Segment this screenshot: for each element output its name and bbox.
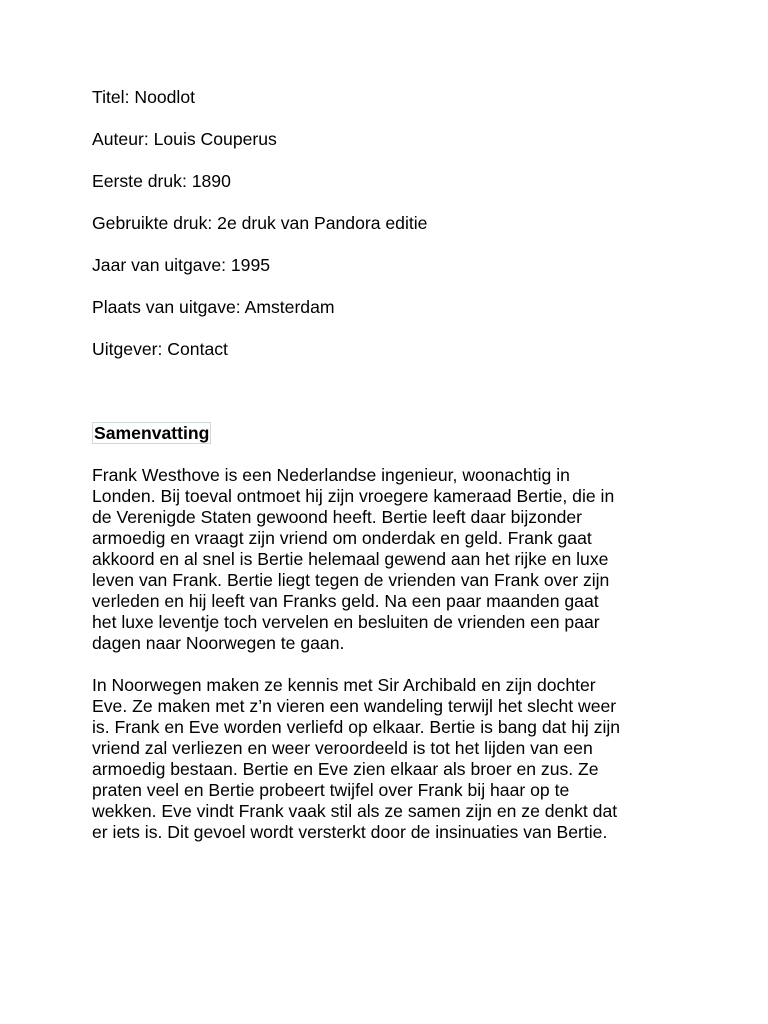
- paragraph-line: er iets is. Dit gevoel wordt versterkt door de insinuaties van Bertie.: [92, 822, 608, 842]
- section-heading: Samenvatting: [94, 423, 210, 443]
- paragraph-line: Eve. Ze maken met z’n vieren een wandeling terwijl het slecht weer: [92, 696, 617, 716]
- meta-publication-year: Jaar van uitgave: 1995: [92, 255, 271, 275]
- paragraph-line: armoedig en vraagt zijn vriend om onderdak en geld. Frank gaat: [92, 528, 592, 548]
- meta-author: Auteur: Louis Couperus: [92, 129, 277, 149]
- paragraph-line: In Noorwegen maken ze kennis met Sir Archibald en zijn dochter: [92, 675, 596, 695]
- meta-title: Titel: Noodlot: [92, 87, 196, 107]
- paragraph-line: Londen. Bij toeval ontmoet hij zijn vroegere kameraad Bertie, die in: [92, 486, 615, 506]
- paragraph-line: het luxe leventje toch vervelen en besluiten de vrienden een paar: [92, 612, 600, 632]
- paragraph-line: verleden en hij leeft van Franks geld. Na een paar maanden gaat: [92, 591, 599, 611]
- paragraph-line: is. Frank en Eve worden verliefd op elkaar. Bertie is bang dat hij zijn: [92, 717, 621, 737]
- paragraph-line: armoedig bestaan. Bertie en Eve zien elkaar als broer en zus. Ze: [92, 759, 599, 779]
- paragraph-line: akkoord en al snel is Bertie helemaal gewend aan het rijke en luxe: [92, 549, 609, 569]
- paragraph-line: dagen naar Noorwegen te gaan.: [92, 633, 345, 653]
- paragraph-line: vriend zal verliezen en weer veroordeeld is tot het lijden van een: [92, 738, 593, 758]
- paragraph-line: praten veel en Bertie probeert twijfel over Frank bij haar op te: [92, 780, 570, 800]
- meta-publication-place: Plaats van uitgave: Amsterdam: [92, 297, 335, 317]
- summary-paragraph-1: [92, 465, 692, 654]
- meta-publisher: Uitgever: Contact: [92, 339, 228, 359]
- paragraph-line: leven van Frank. Bertie liegt tegen de vrienden van Frank over zijn: [92, 570, 610, 590]
- meta-first-edition: Eerste druk: 1890: [92, 171, 231, 191]
- paragraph-line: wekken. Eve vindt Frank vaak stil als ze samen zijn en ze denkt dat: [92, 801, 618, 821]
- meta-used-edition: Gebruikte druk: 2e druk van Pandora editie: [92, 213, 428, 233]
- paragraph-line: Frank Westhove is een Nederlandse ingenieur, woonachtig in: [92, 465, 570, 485]
- summary-paragraph-2: [92, 675, 692, 843]
- paragraph-line: de Verenigde Staten gewoond heeft. Bertie leeft daar bijzonder: [92, 507, 583, 527]
